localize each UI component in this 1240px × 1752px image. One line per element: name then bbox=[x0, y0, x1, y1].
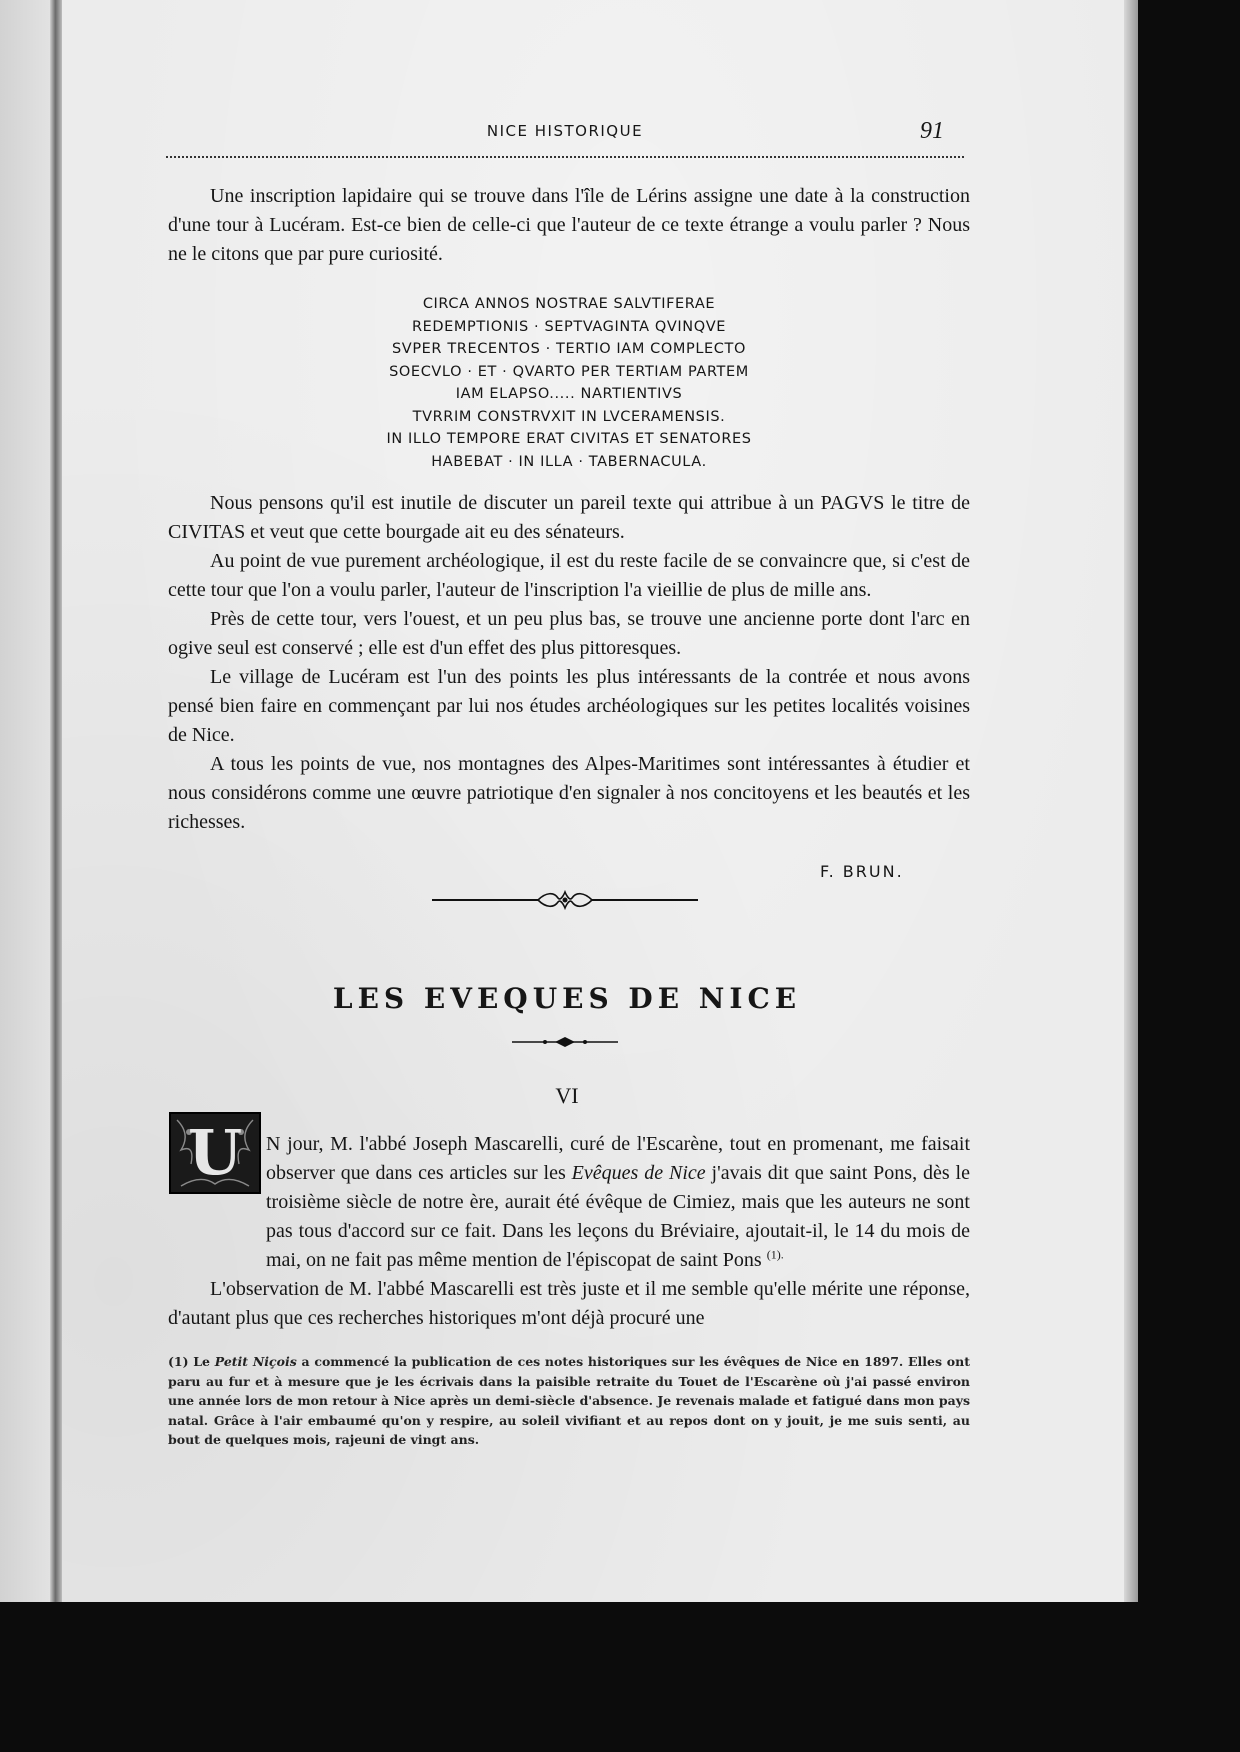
inscription-line: HABEBAT · IN ILLA · TABERNACULA. bbox=[431, 453, 707, 470]
footnote-italic: Petit Niçois bbox=[214, 1354, 297, 1369]
intro-paragraph-block bbox=[168, 182, 970, 269]
footnote bbox=[168, 1352, 970, 1450]
body-paragraph: L'observation de M. l'abbé Mascarelli est très juste et il me semble qu'elle mérite une réponse, d'autant plus que ces recherches historiques m'ont déjà procuré une bbox=[168, 1278, 970, 1329]
body-paragraph: A tous les points de vue, nos montagnes des Alpes-Maritimes sont intéressantes à étudier et nous considérons comme une œuvre patriotique d'en signaler à nos concitoyens et les beautés et les richesses. bbox=[168, 753, 970, 833]
page-number: 91 bbox=[920, 118, 944, 144]
second-article-body bbox=[168, 1130, 970, 1333]
section-number: VI bbox=[555, 1083, 579, 1108]
paragraph-text: j'avais dit que saint Pons, dès le troisième siècle de notre ère, aurait été évêque de Cimiez, mais que les auteurs ne sont pas tous d'accord sur ce fait. Dans les leçons du Bréviaire, ajoutait-il, le 14 du mois de mai, on ne fait pas même mention de l'épiscopat de saint Pons bbox=[266, 1162, 970, 1271]
book-spine bbox=[50, 0, 62, 1602]
page-edge bbox=[1124, 0, 1138, 1602]
latin-inscription bbox=[168, 293, 970, 473]
inscription-line: CIRCA ANNOS NOSTRAE SALVTIFERAE bbox=[422, 296, 716, 312]
author-signature: F. BRUN. bbox=[820, 862, 904, 881]
running-title: NICE HISTORIQUE bbox=[486, 122, 644, 140]
section-divider-ornament bbox=[430, 888, 700, 912]
inscription-line: SVPER TRECENTOS · TERTIO IAM COMPLECTO bbox=[392, 341, 746, 357]
italic-title: Evêques de Nice bbox=[571, 1162, 706, 1184]
title-ornament bbox=[510, 1034, 620, 1050]
inscription-line: IN ILLO TEMPORE ERAT CIVITAS ET SENATORES bbox=[386, 431, 752, 447]
page-gutter bbox=[0, 0, 50, 1602]
page-header bbox=[166, 118, 964, 158]
body-paragraph: Nous pensons qu'il est inutile de discuter un pareil texte qui attribue à un PAGVS le titre de CIVITAS et veut que cette bourgade ait eu des sénateurs. bbox=[168, 492, 970, 543]
body-paragraph: Le village de Lucéram est l'un des points les plus intéressants de la contrée et nous avons pensé bien faire en commençant par lui nos études archéologiques sur les petites localités voisines de Nice. bbox=[168, 666, 970, 746]
inscription-line: TVRRIM CONSTRVXIT IN LVCERAMENSIS. bbox=[412, 408, 726, 425]
drop-cap-letter: U bbox=[187, 1116, 243, 1189]
inscription-line: SOECVLO · ET · QVARTO PER TERTIAM PARTEM bbox=[389, 363, 749, 380]
section-title: LES EVEQUES DE NICE bbox=[332, 982, 802, 1015]
inscription-line: REDEMPTIONIS · SEPTVAGINTA QVINQVE bbox=[411, 318, 727, 335]
header-rule bbox=[166, 156, 964, 158]
first-paragraph bbox=[168, 1130, 970, 1275]
intro-paragraph: Une inscription lapidaire qui se trouve dans l'île de Lérins assigne une date à la construction d'une tour à Lucéram. Est-ce bien de celle-ci que l'auteur de ce texte étrange a voulu parler ? Nous ne le citons que par pure curiosité. bbox=[168, 185, 970, 265]
body-paragraph: Au point de vue purement archéologique, il est du reste facile de se convaincre que, si c'est de cette tour que l'on a voulu parler, l'auteur de l'inscription l'a vieillie de plus de mille ans. bbox=[168, 550, 970, 601]
footnote-text: a commencé la publication de ces notes historiques sur les évêques de Nice en 1897. Elles ont paru au fur et à mesure que je les écrivais dans la paisible retraite du Touet de l'Escarène où j'ai passé environ une année lors de mon retour à Nice après un demi-siècle d'absence. Je revenais malade et fatigué dans mon pays natal. Grâce à l'air embaumé qu'on y respire, au soleil vivifiant et au repos dont on y jouit, je me suis senti, au bout de quelques mois, rajeuni de vingt ans. bbox=[168, 1354, 970, 1447]
body-paragraph: Près de cette tour, vers l'ouest, et un peu plus bas, se trouve une ancienne porte dont l'arc en ogive seul est conservé ; elle est d'un effet des plus pittoresques. bbox=[168, 608, 970, 659]
inscription-line: IAM ELAPSO..... NARTIENTIVS bbox=[455, 386, 683, 402]
paragraph-text: N jour, M. l'abbé Joseph Mascarelli, curé de l'Escarène, tout en promenant, me faisait observer que dans ces articles sur les bbox=[266, 1133, 970, 1184]
article-body bbox=[168, 489, 970, 837]
footnote-marker: (1) Le bbox=[168, 1354, 215, 1369]
footnote-reference: (1). bbox=[766, 1247, 784, 1262]
